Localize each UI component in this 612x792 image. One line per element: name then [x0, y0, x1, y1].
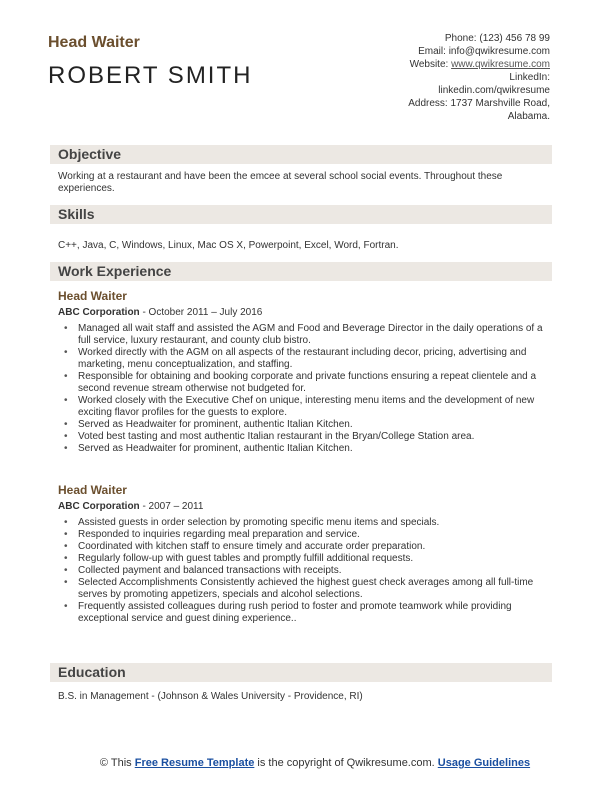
section-title-education: Education: [58, 664, 126, 680]
list-item: • Coordinated with kitchen staff to ensure timely and accurate order preparation.: [58, 541, 548, 553]
job-title-2: Head Waiter: [58, 483, 127, 497]
list-item: • Managed all wait staff and assisted the AGM and Food and Beverage Director in the daily operations of a full service, luxury restaurant, and county club bistro.: [58, 323, 548, 347]
list-item: • Assisted guests in order selection by promoting specific menu items and specials.: [58, 517, 548, 529]
contact-block: [408, 32, 550, 123]
section-title-objective: Objective: [58, 146, 122, 162]
full-name: ROBERT SMITH: [48, 62, 253, 89]
contact-linkedin: linkedin.com/qwikresume: [438, 85, 550, 96]
education-text: B.S. in Management - (Johnson & Wales University - Providence, RI): [58, 691, 363, 702]
website-link[interactable]: www.qwikresume.com: [451, 59, 550, 70]
free-resume-template-link[interactable]: Free Resume Template: [134, 757, 255, 769]
list-item: • Worked closely with the Executive Chef on unique, interesting menu items and the development of new exciting flavor profiles for the guests to explore.: [58, 395, 548, 419]
list-item: • Regularly follow-up with guest tables and promptly fulfill additional requests.: [58, 553, 548, 565]
list-item: • Frequently assisted colleagues during rush period to foster and promote teamwork while providing exceptional service and guest dining experience..: [58, 601, 548, 625]
list-item: • Served as Headwaiter for prominent, authentic Italian Kitchen.: [58, 443, 548, 455]
list-item: • Worked directly with the AGM on all aspects of the restaurant including decor, pricing, advertising and marketing, menu conceptualization, and staffing.: [58, 347, 548, 371]
objective-text: Working at a restaurant and have been the emcee at several school social events. Throughout these experiences.: [58, 171, 503, 194]
skills-text: C++, Java, C, Windows, Linux, Mac OS X, Powerpoint, Excel, Word, Fortran.: [58, 240, 399, 251]
contact-website: Website: www.qwikresume.com: [409, 59, 550, 70]
section-education: [50, 663, 552, 682]
job-company-1: ABC Corporation - October 2011 – July 2016: [58, 307, 263, 318]
list-item: • Collected payment and balanced transactions with receipts.: [58, 565, 548, 577]
section-objective: [50, 145, 552, 164]
list-item: • Responsible for obtaining and booking corporate and private functions ensuring a repeat clientele and a second revenue stream otherwise not budgeted for.: [58, 371, 548, 395]
job-company-2: ABC Corporation - 2007 – 2011: [58, 501, 204, 512]
list-item: • Selected Accomplishments Consistently achieved the highest guest check averages among all full-time serves by promoting appetizers, specials and alcohol selections.: [58, 577, 548, 601]
section-work-experience: [50, 262, 552, 281]
contact-linkedin-label: LinkedIn:: [509, 72, 550, 83]
job-bullets-1: [58, 323, 548, 455]
list-item: • Voted best tasting and most authentic Italian restaurant in the Bryan/College Station area.: [58, 431, 548, 443]
job-title-1: Head Waiter: [58, 289, 127, 303]
list-item: • Served as Headwaiter for prominent, authentic Italian Kitchen.: [58, 419, 548, 431]
job-bullets-2: [58, 517, 548, 625]
list-item: • Responded to inquiries regarding meal preparation and service.: [58, 529, 548, 541]
contact-address-line2: Alabama.: [507, 111, 550, 122]
usage-guidelines-link[interactable]: Usage Guidelines: [437, 757, 531, 769]
section-title-skills: Skills: [58, 206, 95, 222]
contact-email: Email: info@qwikresume.com: [418, 46, 550, 57]
contact-address: Address: 1737 Marshville Road,: [408, 98, 550, 109]
section-skills: [50, 205, 552, 224]
contact-phone: Phone: (123) 456 78 99: [444, 33, 550, 44]
header-job-title: Head Waiter: [48, 34, 140, 51]
section-title-work: Work Experience: [58, 263, 172, 279]
footer: © This Free Resume Template is the copyright of Qwikresume.com. Usage Guidelines: [99, 757, 531, 769]
